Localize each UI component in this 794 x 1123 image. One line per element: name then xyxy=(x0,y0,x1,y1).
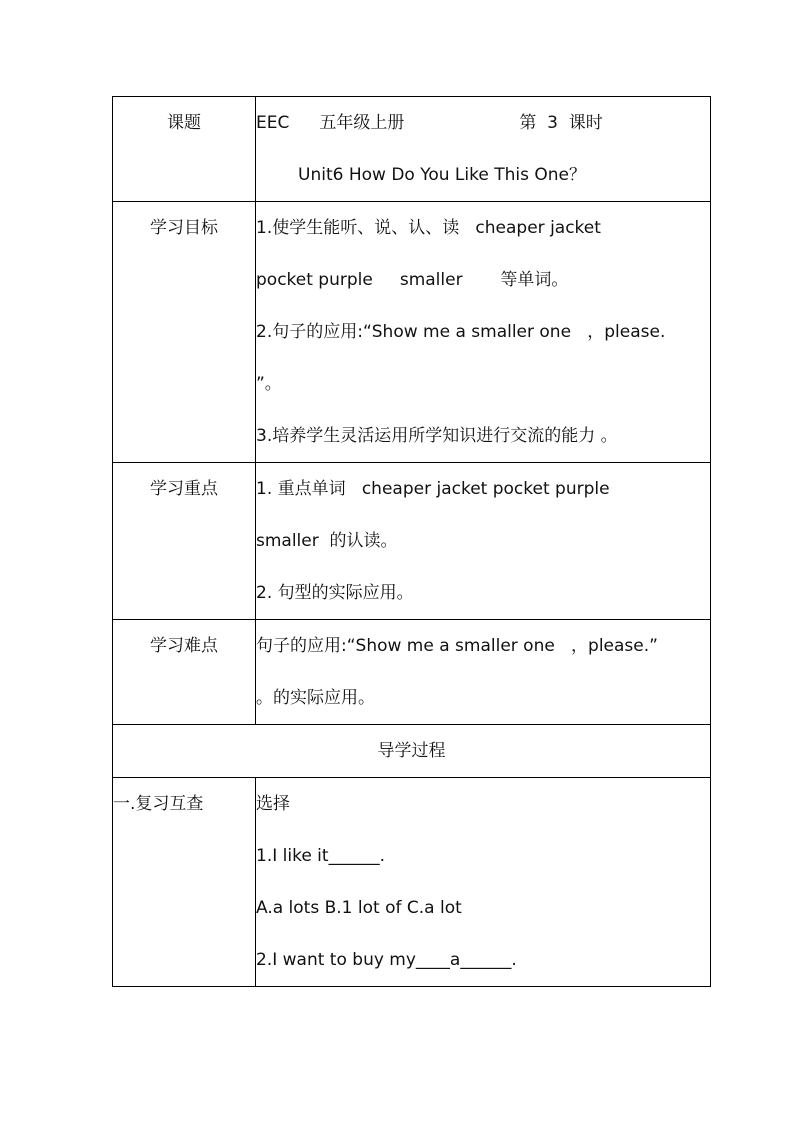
objective-line: 1.使学生能听、说、认、读 cheaper jacket xyxy=(256,218,601,238)
review-line: 选择 xyxy=(256,794,290,814)
objectives-content-cell xyxy=(256,202,711,463)
key-points-label: 学习重点 xyxy=(150,479,218,499)
objectives-label: 学习目标 xyxy=(150,218,218,238)
key-point-line: 2. 句型的实际应用。 xyxy=(256,583,414,603)
review-row xyxy=(113,778,711,987)
key-points-label-cell xyxy=(113,463,256,620)
review-label: 一.复习互查 xyxy=(113,794,204,814)
key-points-row xyxy=(113,463,711,620)
difficulties-content-cell xyxy=(256,620,711,725)
publisher: EEC xyxy=(256,113,290,133)
key-point-line: smaller 的认读。 xyxy=(256,531,398,551)
lesson-number: 第 3 课时 xyxy=(519,113,603,133)
key-point-line: 1. 重点单词 cheaper jacket pocket purple xyxy=(256,479,610,499)
grade: 五年级上册 xyxy=(319,113,405,133)
title-row xyxy=(113,97,711,202)
review-label-cell xyxy=(113,778,256,987)
difficulties-row xyxy=(113,620,711,725)
unit-title: Unit6 How Do You Like This One？ xyxy=(298,165,586,185)
objective-line: 2.句子的应用:“Show me a smaller one ，please. xyxy=(256,322,666,342)
objective-line: ”。 xyxy=(256,374,282,394)
difficulty-line: 句子的应用:“Show me a smaller one ，please.” xyxy=(256,636,658,656)
review-content-cell xyxy=(256,778,711,987)
process-heading: 导学过程 xyxy=(377,741,446,761)
objectives-label-cell xyxy=(113,202,256,463)
difficulties-label: 学习难点 xyxy=(150,636,218,656)
difficulties-label-cell xyxy=(113,620,256,725)
key-points-content-cell xyxy=(256,463,711,620)
review-line: 1.I like it______. xyxy=(256,846,385,866)
process-heading-row xyxy=(113,725,711,778)
review-line: 2.I want to buy my____a______. xyxy=(256,950,517,970)
objectives-row xyxy=(113,202,711,463)
process-heading-cell xyxy=(113,725,711,778)
difficulty-line: 。的实际应用。 xyxy=(256,688,375,708)
title-label-cell xyxy=(113,97,256,202)
objective-line: 3.培养学生灵活运用所学知识进行交流的能力 。 xyxy=(256,426,618,446)
title-line xyxy=(256,97,710,149)
objective-line: pocket purple smaller 等单词。 xyxy=(256,270,569,290)
title-label: 课题 xyxy=(167,113,201,133)
lesson-plan-table xyxy=(112,96,711,987)
title-content-cell xyxy=(256,97,711,202)
review-line: A.a lots B.1 lot of C.a lot xyxy=(256,898,462,918)
